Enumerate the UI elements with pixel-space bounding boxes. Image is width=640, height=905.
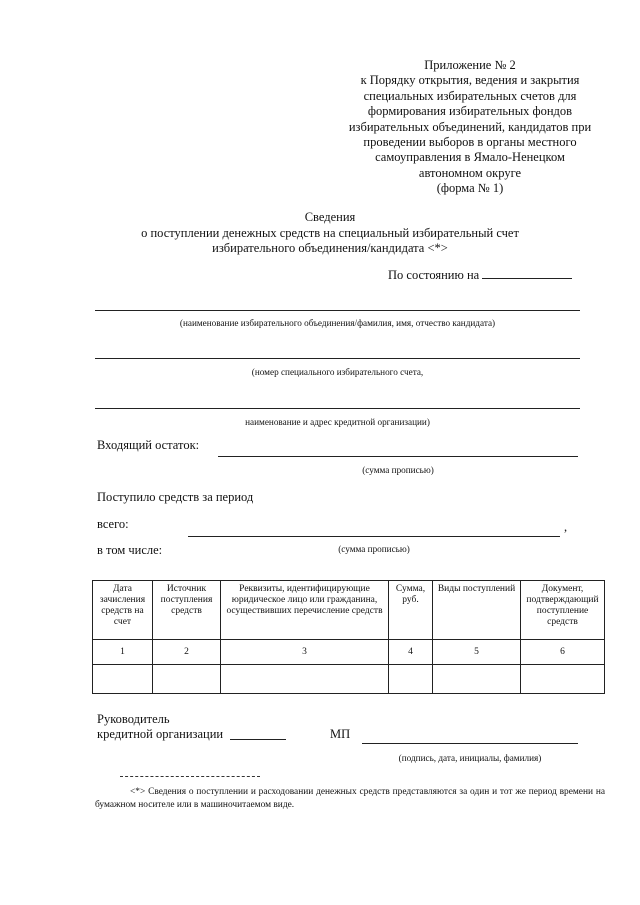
table-header-cell: Виды поступлений [433, 581, 521, 640]
as-of-label: По состоянию на [388, 268, 480, 282]
column-number: 5 [433, 640, 521, 665]
table-cell[interactable] [221, 665, 389, 694]
appendix-line: Приложение № 2 [424, 58, 516, 72]
appendix-line: избирательных объединений, кандидатов при [348, 119, 592, 134]
column-number: 3 [221, 640, 389, 665]
association-field[interactable] [95, 310, 580, 311]
total-label: всего: [97, 517, 129, 531]
table-number-row [93, 640, 605, 665]
footnote-divider [120, 776, 260, 777]
form-number: (форма № 1) [436, 181, 504, 196]
account-field[interactable] [95, 358, 580, 359]
as-of-date-field[interactable] [482, 266, 572, 279]
column-number: 4 [389, 640, 433, 665]
footnote: <*> Сведения о поступлении и расходовании денежных средств представляются за один и тот же период времени на бумажном носителе или в машиночитаемом виде. [95, 787, 605, 810]
column-number: 1 [93, 640, 153, 665]
table-cell[interactable] [93, 665, 153, 694]
sum-words-caption: (сумма прописью) [362, 465, 434, 475]
table-header-cell: Дата зачисления средств на счет [93, 581, 153, 640]
seal-label: МП [330, 727, 351, 741]
appendix-header [330, 58, 610, 197]
appendix-line: автономном округе [418, 165, 522, 180]
table-header-cell: Источник поступления средств [153, 581, 221, 640]
title-heading: Сведения [304, 210, 356, 224]
account-caption: (номер специального избирательного счета, [251, 367, 424, 377]
opening-balance-label: Входящий остаток: [97, 438, 200, 452]
total-field[interactable] [188, 536, 560, 537]
column-number: 2 [153, 640, 221, 665]
signature-field[interactable] [362, 743, 578, 744]
as-of-date [388, 266, 572, 283]
appendix-line: формирования избирательных фондов [367, 104, 573, 119]
opening-balance-field[interactable] [218, 456, 578, 457]
appendix-line: самоуправления в Ямало-Ненецком [375, 150, 565, 165]
comma: , [564, 520, 568, 534]
title-line: о поступлении денежных средств на специальный избирательный счет [141, 225, 519, 240]
title-line: избирательного объединения/кандидата <*> [212, 241, 448, 255]
table-header-cell: Реквизиты, идентифицирующие юридическое лицо или гражданина, осуществивших перечисление средств [221, 581, 389, 640]
table-row [93, 665, 605, 694]
table-header-cell: Документ, подтверждающий поступление средств [521, 581, 605, 640]
association-caption: (наименование избирательного объединения/фамилия, имя, отчество кандидата) [179, 318, 496, 328]
credit-org-label: кредитной организации [97, 727, 224, 741]
bank-field[interactable] [95, 408, 580, 409]
document-title [60, 210, 600, 257]
table-cell[interactable] [433, 665, 521, 694]
appendix-line: к Порядку открытия, ведения и закрытия [360, 73, 580, 88]
signature-caption: (подпись, дата, инициалы, фамилия) [398, 753, 542, 763]
table-cell[interactable] [521, 665, 605, 694]
table-header-cell: Сумма, руб. [389, 581, 433, 640]
appendix-line: проведении выборов в органы местного [363, 135, 577, 150]
head-label: Руководитель [97, 712, 170, 726]
appendix-line: специальных избирательных счетов для [363, 88, 577, 103]
received-label: Поступило средств за период [97, 490, 254, 504]
receipts-table [92, 580, 605, 694]
including-label: в том числе: [97, 543, 163, 557]
head-signature-field[interactable] [230, 739, 286, 740]
sum-words-caption: (сумма прописью) [338, 544, 410, 554]
table-cell[interactable] [153, 665, 221, 694]
column-number: 6 [521, 640, 605, 665]
bank-caption: наименование и адрес кредитной организации) [245, 417, 430, 427]
table-cell[interactable] [389, 665, 433, 694]
table-header-row [93, 581, 605, 640]
